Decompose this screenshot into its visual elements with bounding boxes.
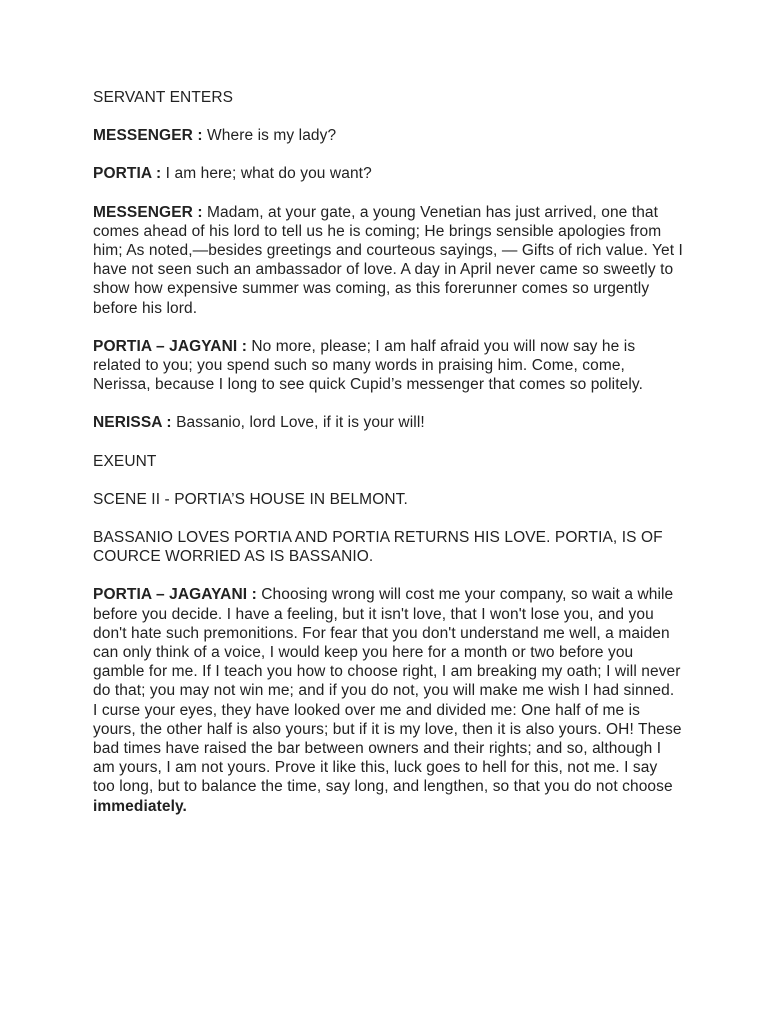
dialogue-portia-jagayani xyxy=(93,585,683,815)
stage-direction-servant-enters xyxy=(93,88,683,107)
dialogue-messenger-1 xyxy=(93,126,683,145)
speaker-name: MESSENGER : xyxy=(93,127,208,145)
document-page xyxy=(93,88,683,835)
dialogue-portia-1 xyxy=(93,164,683,183)
speaker-name: NERISSA : xyxy=(93,414,177,432)
stage-direction-exeunt xyxy=(93,452,683,471)
speaker-name: PORTIA – JAGYANI : xyxy=(93,337,252,355)
dialogue-text: Bassanio, lord Love, if it is your will! xyxy=(176,414,425,432)
paragraph-text: SCENE II - PORTIA’S HOUSE IN BELMONT. xyxy=(93,490,408,508)
scene-heading xyxy=(93,490,683,509)
dialogue-text: Where is my lady? xyxy=(207,127,337,145)
speaker-name: MESSENGER : xyxy=(93,203,208,221)
dialogue-text: Madam, at your gate, a young Venetian has just arrived, one that comes ahead of his lord to tell us he is coming; He brings sensible apologies from him; As noted,—besides greetings and courteous sayings, — Gifts of rich value. Yet I have not seen such an ambassador of love. A day in April never came so sweetly to show how expensive summer was coming, as this forerunner comes so urgently before his lord. xyxy=(93,203,683,317)
paragraph-text: EXEUNT xyxy=(93,452,157,470)
emphasized-word: immediately. xyxy=(93,797,187,815)
speaker-name: PORTIA : xyxy=(93,165,166,183)
dialogue-text: I am here; what do you want? xyxy=(165,165,372,183)
paragraph-text: BASSANIO LOVES PORTIA AND PORTIA RETURNS HIS LOVE. PORTIA, IS OF COURCE WORRIED AS IS BASSANIO. xyxy=(93,529,663,566)
speaker-name: PORTIA – JAGAYANI : xyxy=(93,586,262,604)
dialogue-text: Choosing wrong will cost me your company, so wait a while before you decide. I have a feeling, but it isn't love, that I won't lose you, and you don't hate such premonitions. For fear that you don't understand me well, a maiden can only think of a voice, I would keep you here for a month or two before you gamble for me. If I teach you how to choose right, I am breaking my oath; I will never do that; you may not win me; and if you do not, you will make me wish I had sinned. I curse your eyes, they have looked over me and divided me: One half of me is yours, the other half is also yours; but if it is my love, then it is also yours. OH! These bad times have raised the bar between owners and their rights; and so, although I am yours, I am not yours. Prove it like this, luck goes to hell for this, not me. I say too long, but to balance the time, say long, and lengthen, so that you do not choose xyxy=(93,586,682,796)
dialogue-text: No more, please; I am half afraid you will now say he is related to you; you spend such so many words in praising him. Come, come, Nerissa, because I long to see quick Cupid’s messenger that comes so politely. xyxy=(93,337,644,394)
scene-description xyxy=(93,528,683,566)
dialogue-messenger-2 xyxy=(93,203,683,318)
paragraph-text: SERVANT ENTERS xyxy=(93,89,234,106)
dialogue-nerissa xyxy=(93,413,683,432)
dialogue-portia-jagyani xyxy=(93,337,683,395)
